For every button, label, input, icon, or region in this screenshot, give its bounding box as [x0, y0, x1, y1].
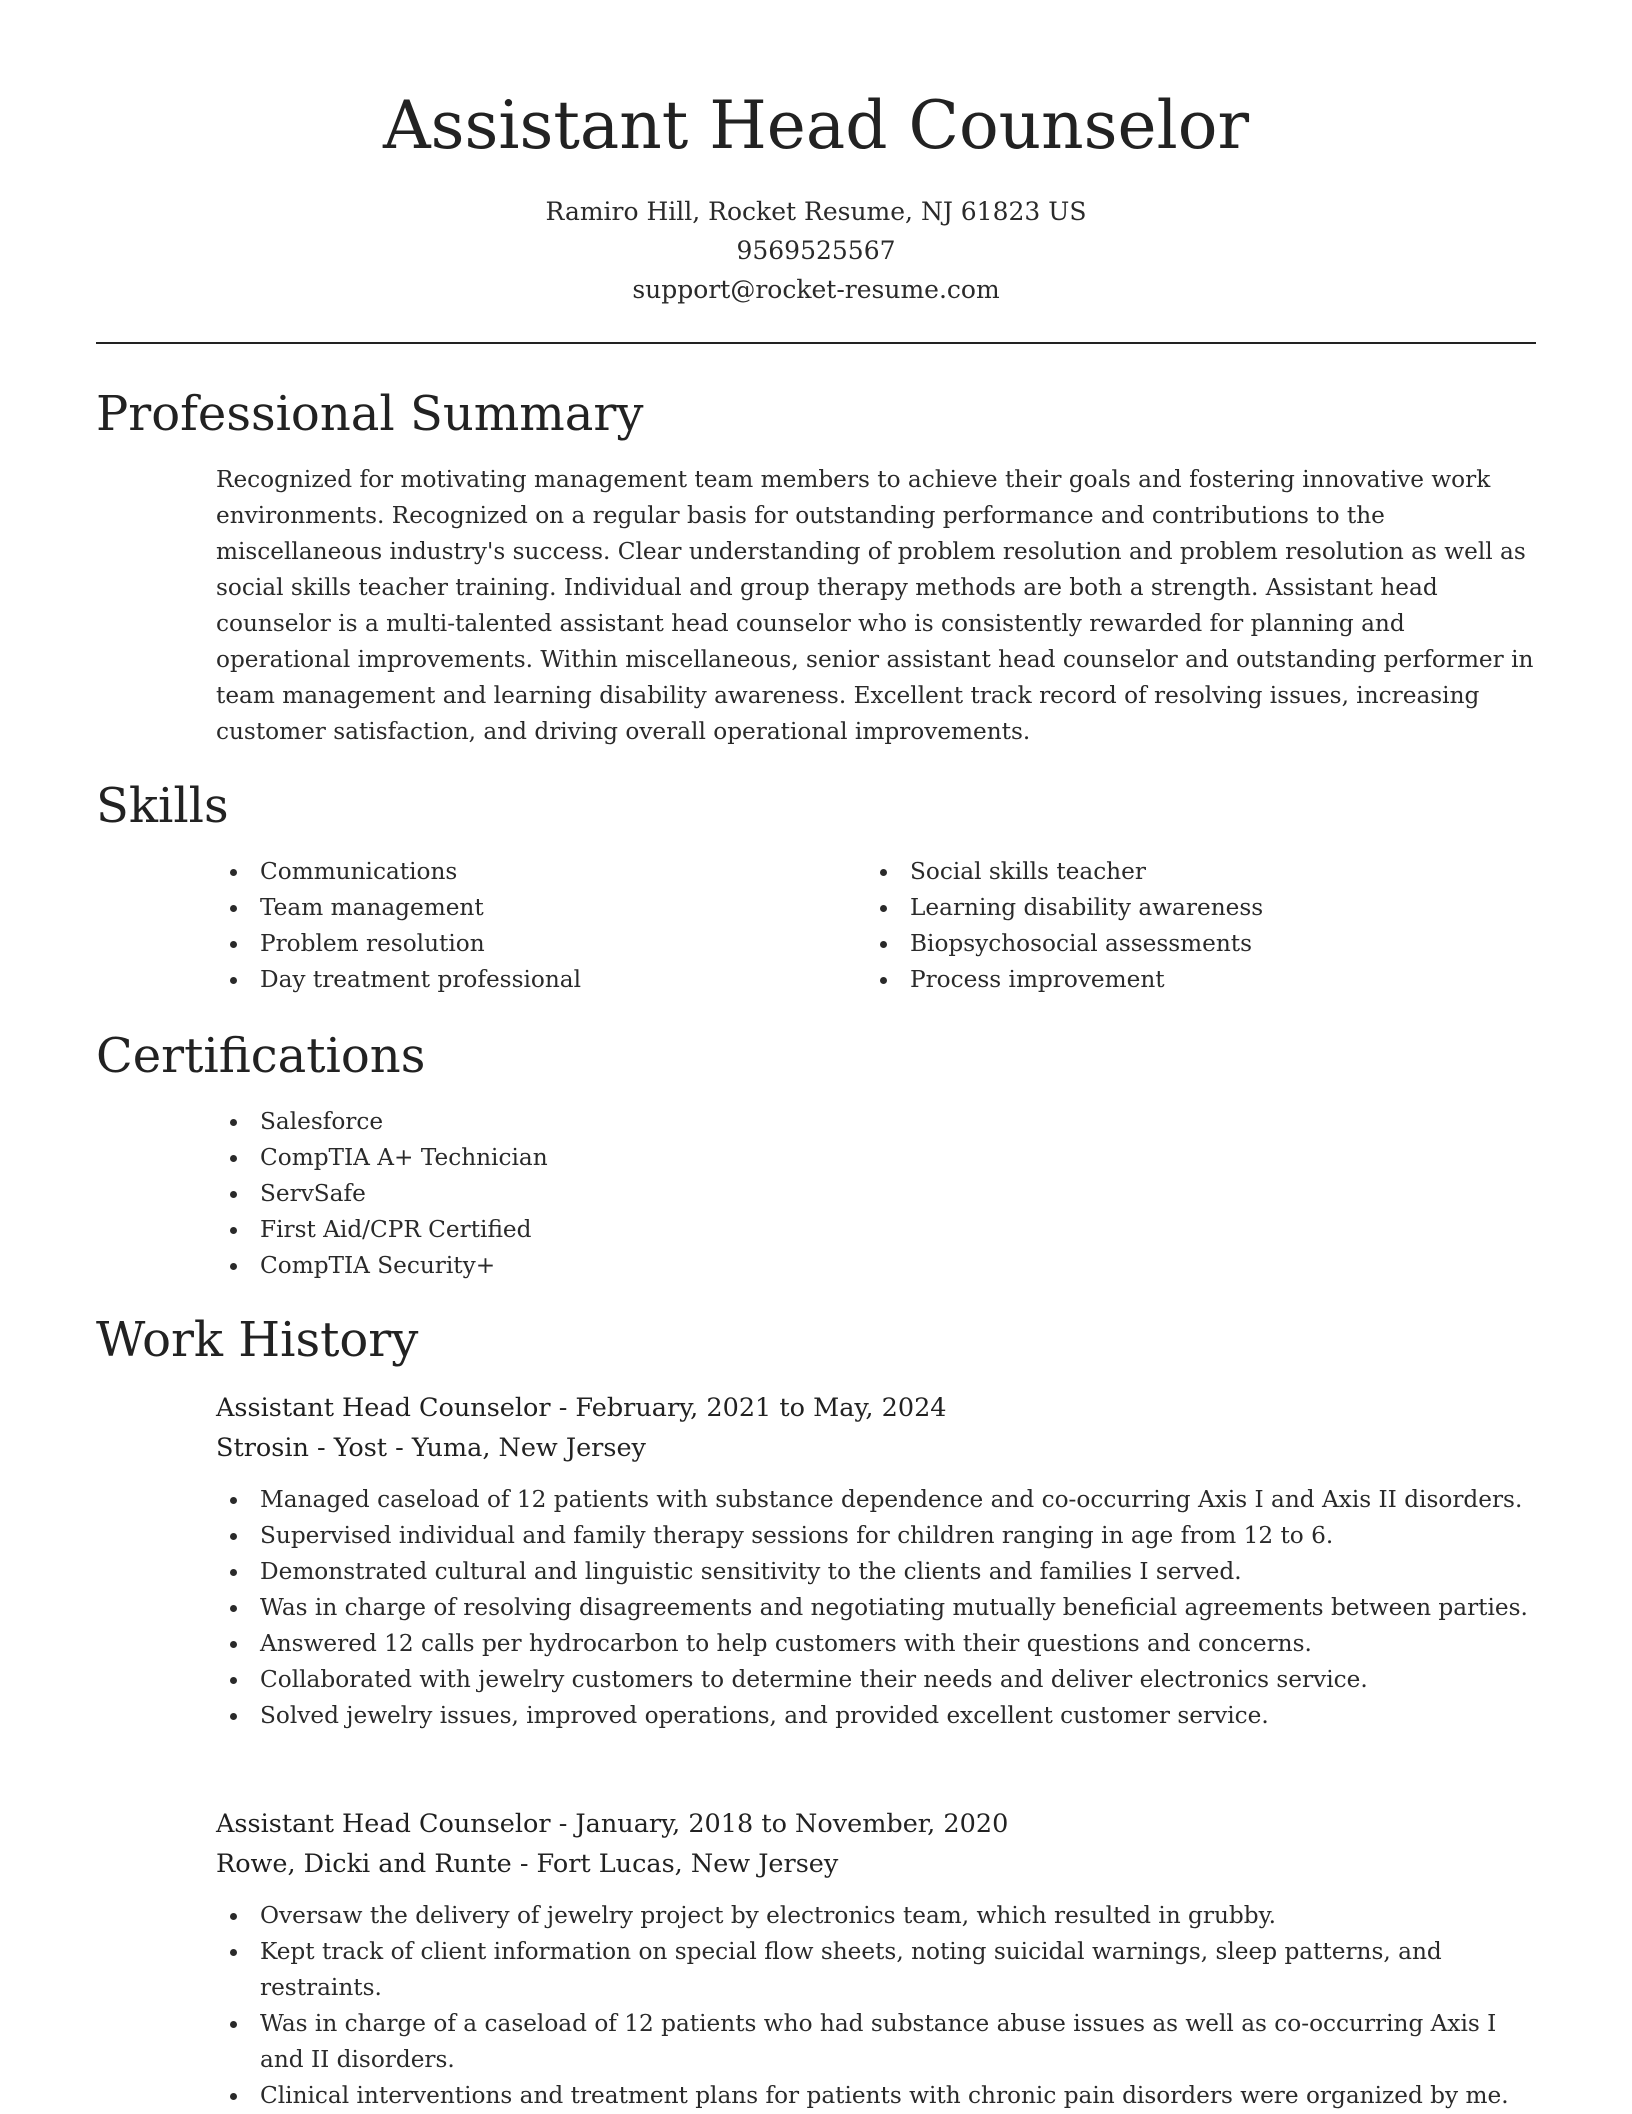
job-title: Assistant Head Counselor — [216, 1393, 551, 1423]
job-employer-line — [216, 1428, 1546, 1468]
job-duty: Was in charge of resolving disagreements and negotiating mutually beneficial agreements between parties. — [216, 1590, 1546, 1626]
job-title: Assistant Head Counselor — [216, 1809, 551, 1839]
header-divider — [96, 342, 1536, 344]
job-duty: Was in charge of a caseload of 12 patients who had substance abuse issues as well as co-occurring Axis I and II disorders. — [216, 2006, 1546, 2078]
certification-item: ServSafe — [216, 1176, 1116, 1212]
summary-text: Recognized for motivating management team members to achieve their goals and fostering innovative work environments. Recognized on a regular basis for outstanding performance and contributions to the miscellaneous industry's success. Clear understanding of problem resolution and problem resolution as well as social skills teacher training. Individual and group therapy methods are both a strength. Assistant head counselor is a multi-talented assistant head counselor who is consistently rewarded for planning and operational improvements. Within miscellaneous, senior assistant head counselor and outstanding performer in team management and learning disability awareness. Excellent track record of resolving issues, increasing customer satisfaction, and driving overall operational improvements. — [216, 466, 1534, 745]
skills-list-left — [216, 854, 816, 998]
certification-item: CompTIA A+ Technician — [216, 1140, 1116, 1176]
job-employer: Rowe, Dicki and Runte — [216, 1849, 512, 1879]
job-duty: Collaborated with jewelry customers to determine their needs and deliver electronics service. — [216, 1662, 1546, 1698]
work-history-heading: Work History — [96, 1312, 419, 1368]
skill-item: Team management — [216, 890, 816, 926]
skills-heading: Skills — [96, 778, 229, 834]
certifications-list — [216, 1104, 1116, 1284]
skill-item: Biopsychosocial assessments — [866, 926, 1546, 962]
job-duty: Managed caseload of 12 patients with substance dependence and co-occurring Axis I and Axis II disorders. — [216, 1482, 1546, 1518]
job-duties-list — [216, 1898, 1546, 2114]
certification-item: First Aid/CPR Certified — [216, 1212, 1116, 1248]
job-title-line — [216, 1804, 1546, 1844]
skills-list-right — [866, 854, 1546, 998]
job-duty: Solved jewelry issues, improved operations, and provided excellent customer service. — [216, 1698, 1546, 1734]
skill-item: Process improvement — [866, 962, 1546, 998]
job-dates: - February, 2021 to May, 2024 — [550, 1393, 947, 1423]
job-duty: Oversaw the delivery of jewelry project by electronics team, which resulted in grubby. — [216, 1898, 1546, 1934]
skill-item: Day treatment professional — [216, 962, 816, 998]
certification-item: CompTIA Security+ — [216, 1248, 1116, 1284]
contact-block — [0, 192, 1632, 309]
job-duty: Demonstrated cultural and linguistic sensitivity to the clients and families I served. — [216, 1554, 1546, 1590]
job-duty: Kept track of client information on special flow sheets, noting suicidal warnings, sleep patterns, and restraints. — [216, 1934, 1546, 2006]
job-location: - Yuma, New Jersey — [387, 1433, 646, 1463]
job-duty: Answered 12 calls per hydrocarbon to help customers with their questions and concerns. — [216, 1626, 1546, 1662]
job-employer: Strosin - Yost — [216, 1433, 388, 1463]
certification-item: Salesforce — [216, 1104, 1116, 1140]
contact-address: Ramiro Hill, Rocket Resume, NJ 61823 US — [545, 197, 1087, 226]
certifications-heading: Certifications — [96, 1028, 426, 1084]
resume-title: Assistant Head Counselor — [382, 87, 1250, 164]
job-employer-line — [216, 1844, 1546, 1884]
summary-heading: Professional Summary — [96, 386, 644, 442]
job-duty: Clinical interventions and treatment plans for patients with chronic pain disorders were organized by me. — [216, 2078, 1546, 2114]
skill-item: Social skills teacher — [866, 854, 1546, 890]
skill-item: Communications — [216, 854, 816, 890]
skill-item: Learning disability awareness — [866, 890, 1546, 926]
skill-item: Problem resolution — [216, 926, 816, 962]
job-duties-list — [216, 1482, 1546, 1734]
contact-phone: 9569525567 — [736, 236, 896, 265]
contact-email: support@rocket-resume.com — [632, 275, 1000, 304]
job-dates: - January, 2018 to November, 2020 — [550, 1809, 1009, 1839]
job-location: - Fort Lucas, New Jersey — [511, 1849, 839, 1879]
job-title-line — [216, 1388, 1546, 1428]
job-duty: Supervised individual and family therapy sessions for children ranging in age from 12 to 6. — [216, 1518, 1546, 1554]
